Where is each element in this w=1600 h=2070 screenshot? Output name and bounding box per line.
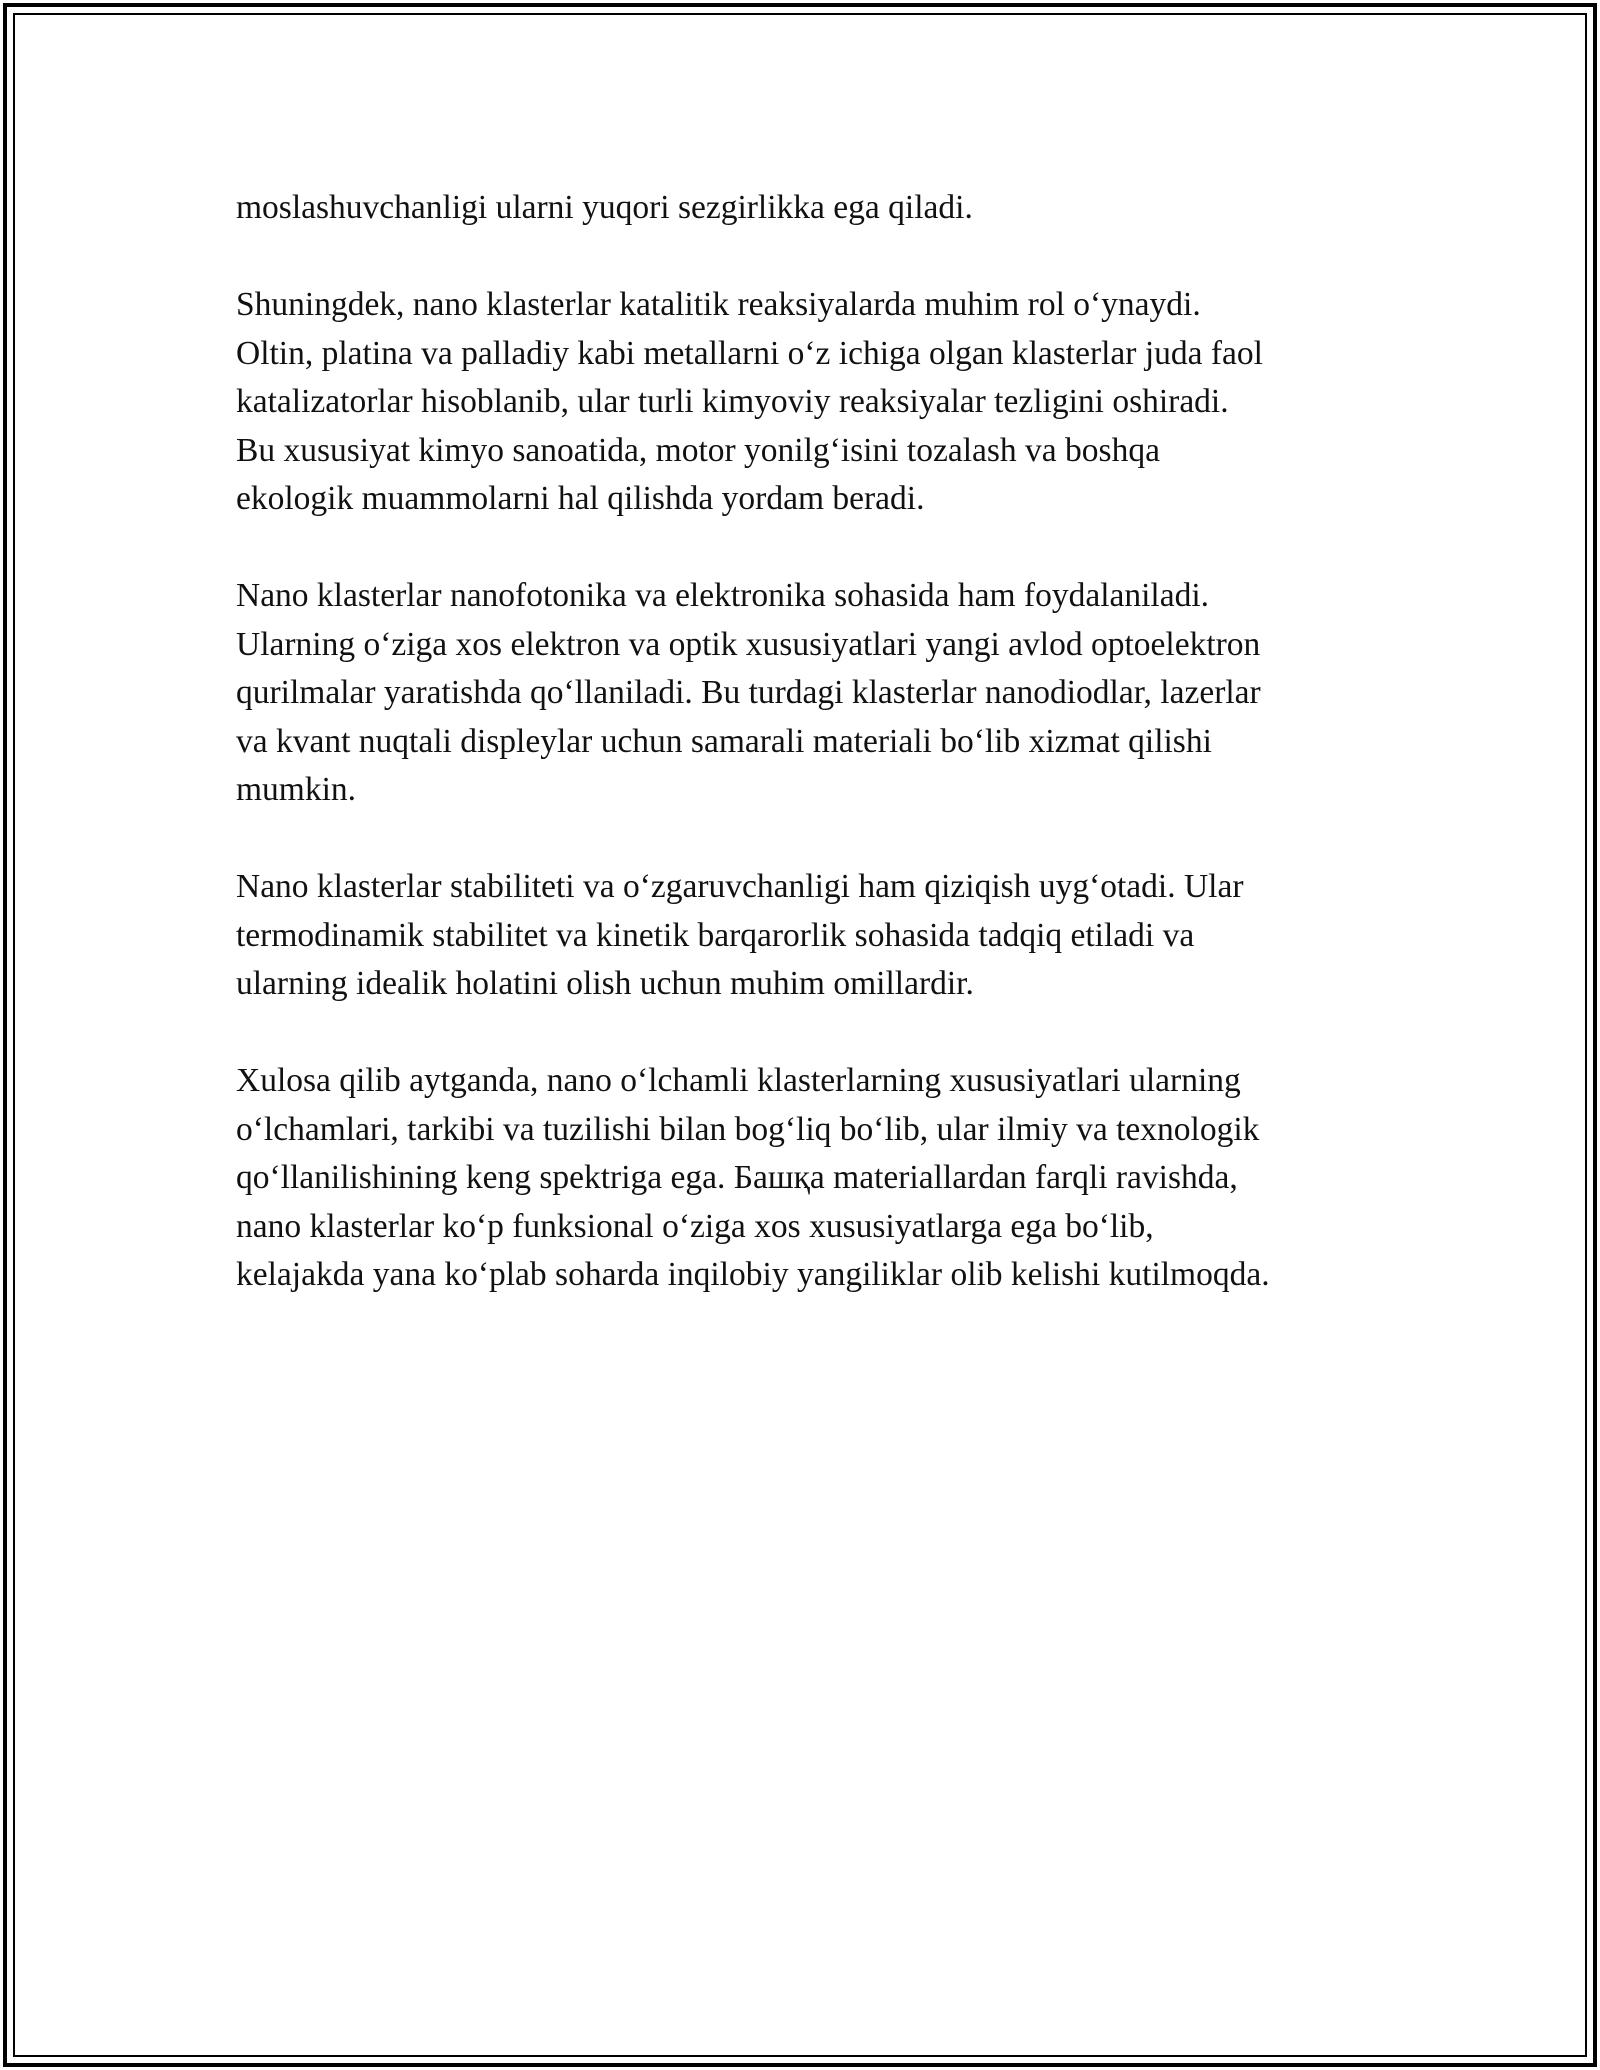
text-line: kelajakda yana ko‘plab soharda inqilobiy yangiliklar olib kelishi kutilmoqda.: [236, 1256, 1270, 1293]
document-body: [236, 184, 1386, 1348]
text-line: ekologik muammolarni hal qilishda yordam beradi.: [236, 480, 925, 517]
text-line: katalizatorlar hisoblanib, ular turli kimyoviy reaksiyalar tezligini oshiradi.: [236, 383, 1229, 420]
text-line: mumkin.: [236, 771, 357, 808]
text-line: termodinamik stabilitet va kinetik barqarorlik sohasida tadqiq etiladi va: [236, 916, 1195, 954]
text-line: va kvant nuqtali displeylar uchun samarali materiali bo‘lib xizmat qilishi: [236, 722, 1212, 760]
paragraph-2: [236, 281, 1386, 524]
text-line: Ularning o‘ziga xos elektron va optik xususiyatlari yangi avlod optoelektron: [236, 625, 1261, 663]
text-line: Xulosa qilib aytganda, nano o‘lchamli klasterlarning xususiyatlari ularning: [236, 1062, 1241, 1099]
text-line: Shuningdek, nano klasterlar katalitik reaksiyalarda muhim rol o‘ynaydi.: [236, 286, 1201, 323]
text-line: qo‘llanilishining keng spektriga ega. Башқа materiallardan farqli ravishda,: [236, 1159, 1238, 1196]
paragraph-1: [236, 184, 1386, 233]
text-line: o‘lchamlari, tarkibi va tuzilishi bilan bog‘liq bo‘lib, ular ilmiy va texnologik: [236, 1110, 1260, 1148]
text-line: Nano klasterlar stabiliteti va o‘zgaruvchanligi ham qiziqish uyg‘otadi. Ular: [236, 868, 1244, 905]
paragraph-4: [236, 863, 1386, 1009]
text-line: moslashuvchanligi ularni yuqori sezgirlikka ega qiladi.: [236, 189, 973, 226]
text-line: nano klasterlar ko‘p funksional o‘ziga xos xususiyatlarga ega bo‘lib,: [236, 1207, 1154, 1245]
text-line: qurilmalar yaratishda qo‘llaniladi. Bu turdagi klasterlar nanodiodlar, lazerlar: [236, 674, 1261, 711]
paragraph-3: [236, 572, 1386, 815]
text-line: Oltin, platina va palladiy kabi metallarni o‘z ichiga olgan klasterlar juda faol: [236, 334, 1263, 372]
text-line: Bu xususiyat kimyo sanoatida, motor yonilg‘isini tozalash va boshqa: [236, 431, 1160, 469]
text-line: ularning idealik holatini olish uchun muhim omillardir.: [236, 965, 974, 1002]
paragraph-5: [236, 1057, 1386, 1300]
text-line: Nano klasterlar nanofotonika va elektronika sohasida ham foydalaniladi.: [236, 577, 1210, 614]
